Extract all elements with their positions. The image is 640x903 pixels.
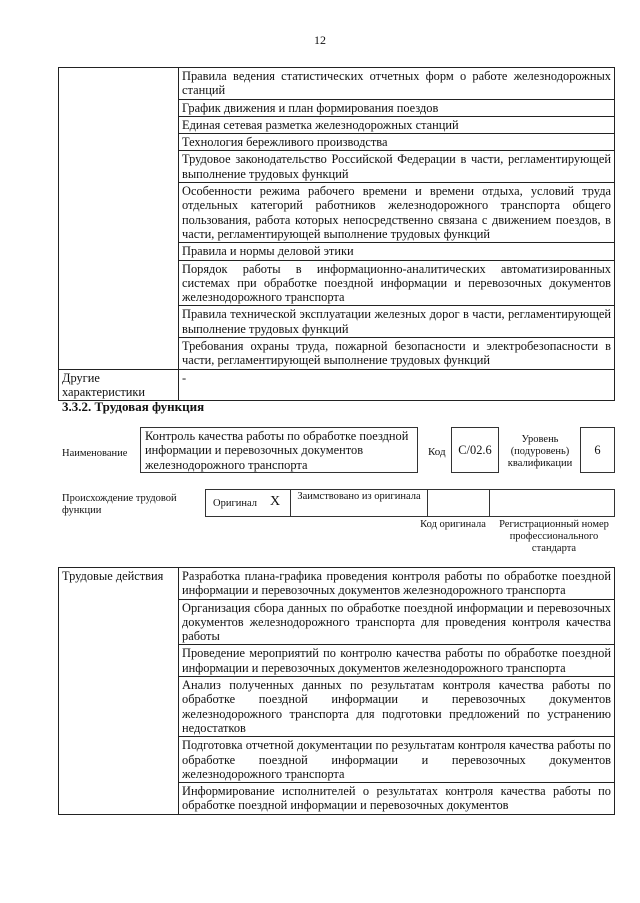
knowledge-item: Правила технической эксплуатации железных дорог в части, регламентирующей выполнение трудовых функций bbox=[179, 306, 615, 338]
knowledge-item: Порядок работы в информационно-аналитических автоматизированных системах при обработке поездной информации и перевозочных документов железнодорожного транспорта bbox=[179, 260, 615, 306]
original-code-caption: Код оригинала bbox=[420, 519, 486, 530]
level-value: 6 bbox=[594, 443, 601, 457]
code-label: Код bbox=[428, 446, 446, 458]
qualification-level-label: Уровень (подуровень) квалификации bbox=[507, 434, 573, 469]
original-label: Оригинал bbox=[213, 498, 257, 509]
code-value: C/02.6 bbox=[458, 443, 492, 457]
page-number: 12 bbox=[314, 33, 326, 47]
knowledge-item: График движения и план формирования поездов bbox=[179, 99, 615, 116]
registration-number-caption: Регистрационный номер профессионального стандарта bbox=[499, 519, 609, 554]
origin-label: Происхождение трудовой функции bbox=[62, 493, 177, 516]
labour-action-item: Подготовка отчетной документации по результатам контроля качества работы по обработке поездной информации и перевозочных документов железнодорожного транспорта bbox=[179, 737, 615, 783]
labour-action-item: Информирование исполнителей о результатах контроля качества работы по обработке поездной информации и перевозочных документов bbox=[179, 783, 615, 815]
origin-divider bbox=[489, 489, 490, 517]
labour-action-item: Проведение мероприятий по контролю качества работы по обработке поездной информации и перевозочных документов железнодорожного транспорта bbox=[179, 645, 615, 677]
knowledge-item: Правила ведения статистических отчетных форм о работе железнодорожных станций bbox=[179, 68, 615, 100]
labour-action-item: Анализ полученных данных по результатам контроля качества работы по обработке поездной информации и перевозочных документов железнодорожного транспорта для подготовки предложений по устранению недостатков bbox=[179, 677, 615, 737]
knowledge-item: Требования охраны труда, пожарной безопасности и электробезопасности в части, регламентирующей выполнение трудовых функций bbox=[179, 338, 615, 370]
labour-actions-table bbox=[58, 567, 615, 815]
table-row bbox=[59, 68, 615, 100]
knowledge-item: Единая сетевая разметка железнодорожных станций bbox=[179, 116, 615, 133]
labour-actions-label: Трудовые действия bbox=[59, 568, 179, 815]
labour-action-item: Разработка плана-графика проведения контроля работы по обработке поездной информации и перевозочных документов железнодорожного транспорта bbox=[179, 568, 615, 600]
table-row bbox=[59, 369, 615, 401]
knowledge-item: Правила и нормы деловой этики bbox=[179, 243, 615, 260]
labour-action-item: Организация сбора данных по обработке поездной информации и перевозочных документов железнодорожного транспорта для проведения контроля качества работы bbox=[179, 599, 615, 645]
function-name-value: Контроль качества работы по обработке поездной информации и перевозочных документов железнодорожного транспорта bbox=[145, 429, 409, 472]
knowledge-item: Трудовое законодательство Российской Федерации в части, регламентирующей выполнение трудовых функций bbox=[179, 151, 615, 183]
other-characteristics-label: Другие характеристики bbox=[59, 369, 179, 401]
knowledge-item: Технология бережливого производства bbox=[179, 134, 615, 151]
label-cell-empty bbox=[59, 68, 179, 370]
knowledge-item: Особенности режима рабочего времени и времени отдыха, условий труда отдельных категорий работников железнодорожного транспорта общего пользования, работа которых непосредственно связана с движением поездов, в части, регламентирующей выполнение трудовых функций bbox=[179, 183, 615, 243]
other-characteristics-value: - bbox=[179, 369, 615, 401]
required-knowledge-table bbox=[58, 67, 615, 401]
section-heading: 3.3.2. Трудовая функция bbox=[62, 399, 205, 414]
original-mark: X bbox=[270, 494, 281, 509]
table-row bbox=[59, 568, 615, 600]
borrowed-label: Заимствовано из оригинала bbox=[297, 491, 421, 502]
name-label: Наименование bbox=[62, 448, 128, 459]
